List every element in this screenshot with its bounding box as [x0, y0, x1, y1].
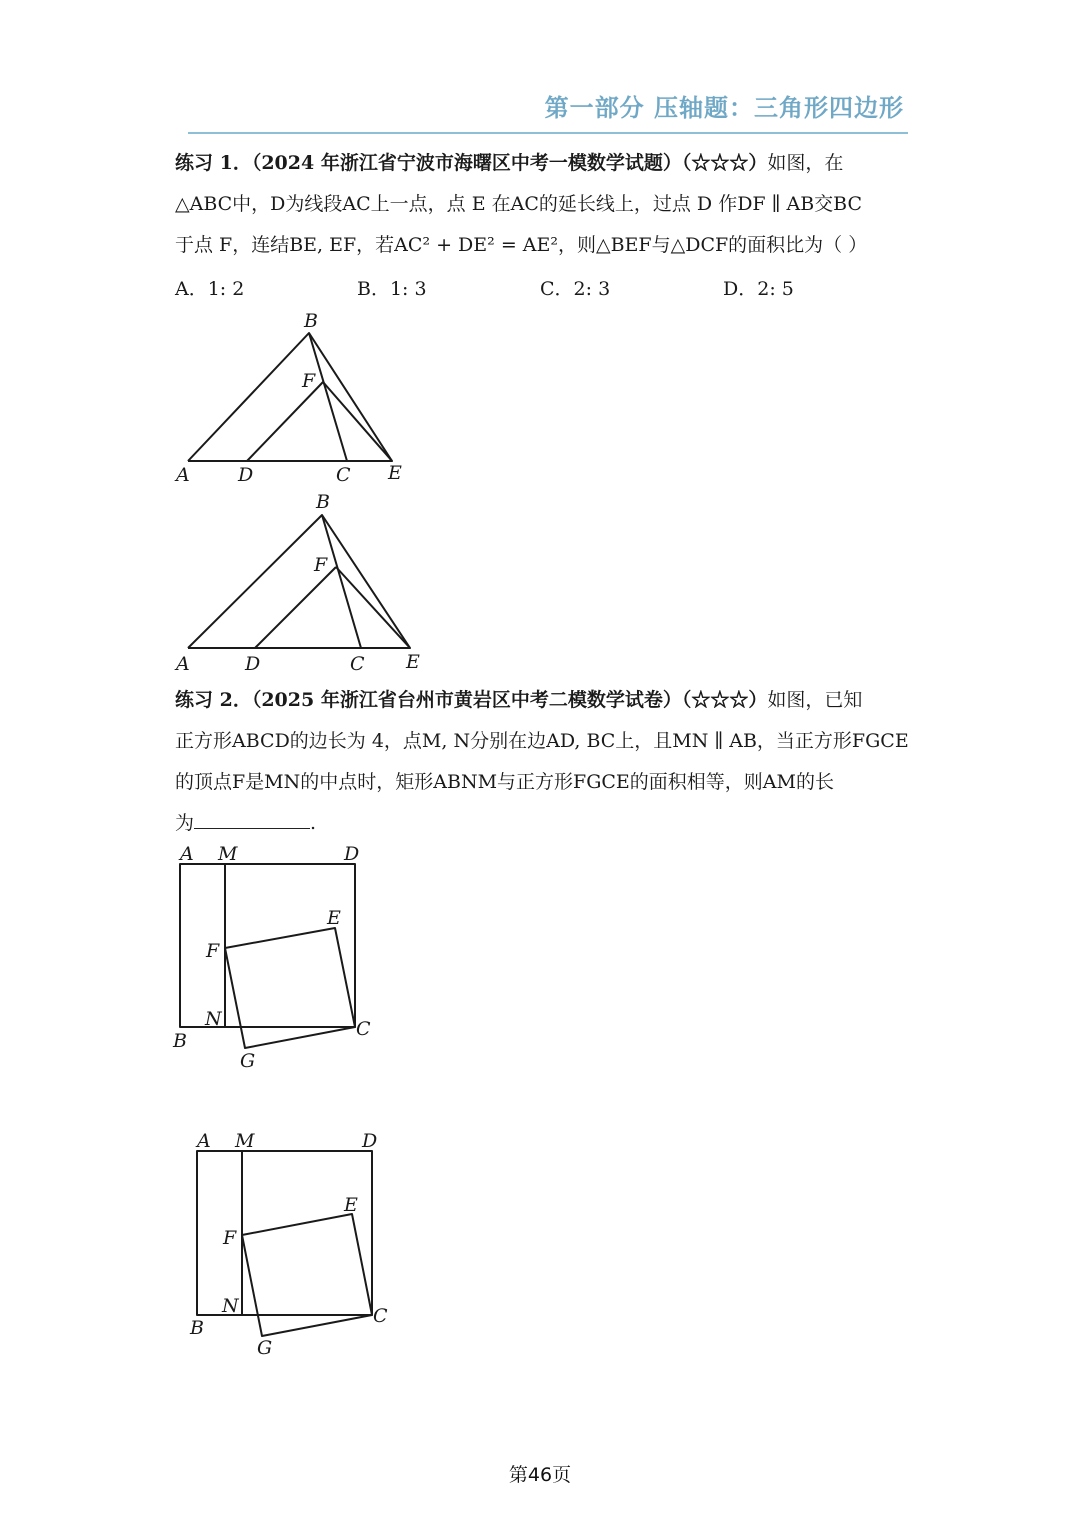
exercise2-line2: 正方形ABCD的边长为 4，点M, N分别在边AD, BC上，且MN ∥ AB，当正方形FGCE: [175, 730, 909, 752]
label-d-2: D: [245, 653, 261, 675]
label-n-sq: N: [205, 1008, 222, 1030]
exercise2-heading: 练习 2．（2025 年浙江省台州市黄岩区中考二模数学试卷）（☆☆☆）: [175, 689, 768, 711]
exercise1-line2: △ABC中，D为线段AC上一点，点 E 在AC的延长线上，过点 D 作DF ∥ AB交BC: [175, 193, 863, 215]
label-b: B: [304, 310, 318, 332]
exercise2-line4-suffix: .: [310, 812, 317, 834]
triangle-figure-2: [188, 515, 410, 648]
triangle-abe-2: [188, 515, 410, 648]
label-m-sq-2: M: [235, 1130, 255, 1152]
label-b-sq-2: B: [190, 1317, 204, 1339]
label-e-sq: E: [327, 907, 341, 929]
exercise2-line4-prefix: 为: [175, 812, 195, 834]
label-e-sq-2: E: [344, 1194, 358, 1216]
label-a-sq: A: [180, 843, 194, 865]
segment-df-2: [255, 567, 336, 648]
label-e: E: [388, 462, 402, 484]
option-c: C．2: 3: [540, 278, 611, 300]
label-g-sq: G: [240, 1050, 256, 1072]
triangle-abe: [188, 333, 392, 461]
label-n-sq-2: N: [222, 1295, 239, 1317]
label-c-sq: C: [356, 1018, 371, 1040]
segment-fe-2: [336, 567, 410, 648]
option-b: B．1: 3: [357, 278, 427, 300]
segment-bc-2: [322, 515, 361, 648]
exercise1-line3: 于点 F，连结BE, EF，若AC² + DE² = AE²，则△BEF与△DCF的面积比为（ ）: [175, 234, 868, 256]
exercise1-line1-tail: 如图，在: [767, 152, 844, 174]
segment-df: [247, 382, 323, 461]
option-a: A．1: 2: [175, 278, 245, 300]
label-f-2: F: [314, 554, 328, 576]
label-e-2: E: [406, 651, 420, 673]
option-d: D．2: 5: [723, 278, 794, 300]
label-f-sq-2: F: [223, 1227, 237, 1249]
label-a-sq-2: A: [197, 1130, 211, 1152]
label-d-sq-2: D: [362, 1130, 378, 1152]
label-d-sq: D: [344, 843, 360, 865]
segment-fe: [323, 382, 392, 461]
page-number: 第46页: [508, 1464, 572, 1486]
exercise1-heading: 练习 1．（2024 年浙江省宁波市海曙区中考一模数学试题）（☆☆☆）: [175, 152, 768, 174]
label-c-sq-2: C: [373, 1305, 388, 1327]
label-a-2: A: [176, 653, 190, 675]
label-g-sq-2: G: [257, 1337, 273, 1359]
label-f: F: [302, 370, 316, 392]
label-d: D: [238, 464, 254, 486]
section-header: 第一部分 压轴题：三角形四边形: [544, 94, 904, 122]
exercise2-line3: 的顶点F是MN的中点时，矩形ABNM与正方形FGCE的面积相等，则AM的长: [175, 771, 834, 793]
triangle-figure-1: [188, 333, 392, 461]
exercise2-line1-tail: 如图，已知: [767, 689, 863, 711]
label-c: C: [336, 464, 351, 486]
label-b-2: B: [316, 491, 330, 513]
label-c-2: C: [350, 653, 365, 675]
label-a: A: [176, 464, 190, 486]
label-m-sq: M: [218, 843, 238, 865]
segment-bc: [309, 333, 347, 461]
label-f-sq: F: [206, 940, 220, 962]
square-fgce-2: [242, 1214, 372, 1336]
label-b-sq: B: [173, 1030, 187, 1052]
square-fgce: [225, 928, 355, 1048]
